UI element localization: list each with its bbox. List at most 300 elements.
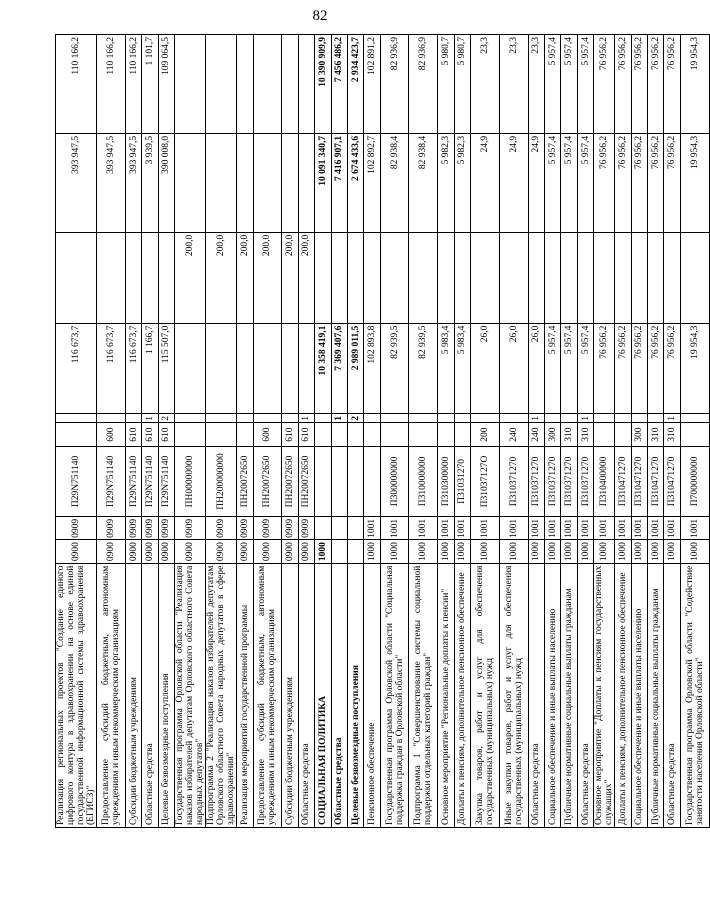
- expense-type-cell: [380, 423, 409, 446]
- amount-3-cell: 393 947,5: [56, 133, 97, 232]
- target-article-cell: [347, 446, 363, 517]
- subsection-code-cell: 0909: [158, 517, 174, 540]
- subsection-code-cell: 0909: [97, 517, 126, 540]
- expense-type-cell: [409, 423, 438, 446]
- amount-4-cell: 76 956,2: [615, 35, 631, 134]
- target-article-cell: П310471270: [664, 446, 680, 517]
- amount-4-cell: [253, 35, 282, 134]
- section-code-cell: 0900: [158, 540, 174, 563]
- target-article-cell: П310371270: [499, 446, 528, 517]
- funding-source-cell: [56, 414, 97, 423]
- subsection-code-cell: 0909: [282, 517, 298, 540]
- amount-2-cell: [331, 232, 347, 323]
- funding-source-cell: 1: [298, 414, 314, 423]
- expense-type-cell: [56, 423, 97, 446]
- amount-3-cell: [175, 133, 206, 232]
- amount-1-cell: 76 956,2: [631, 323, 647, 414]
- expense-type-cell: 600: [97, 423, 126, 446]
- row-name-cell: Областные средства: [298, 563, 314, 827]
- amount-3-cell: 24,9: [471, 133, 500, 232]
- subsection-code-cell: 1001: [615, 517, 631, 540]
- subsection-code-cell: [315, 517, 331, 540]
- expense-type-cell: [364, 423, 380, 446]
- amount-2-cell: [615, 232, 631, 323]
- row-name-cell: Областные средства: [664, 563, 680, 827]
- expense-type-cell: [594, 423, 615, 446]
- funding-source-cell: [648, 414, 664, 423]
- funding-source-cell: [125, 414, 141, 423]
- amount-3-cell: 5 982,3: [454, 133, 470, 232]
- target-article-cell: П29N751140: [56, 446, 97, 517]
- amount-3-cell: 7 416 907,1: [331, 133, 347, 232]
- amount-4-cell: 109 064,5: [158, 35, 174, 134]
- target-article-cell: П310471270: [615, 446, 631, 517]
- funding-source-cell: [438, 414, 454, 423]
- amount-2-cell: [680, 232, 709, 323]
- target-article-cell: ПН20072650: [298, 446, 314, 517]
- amount-1-cell: 7 369 407,6: [331, 323, 347, 414]
- subsection-code-cell: 0909: [175, 517, 206, 540]
- subsection-code-cell: 0909: [237, 517, 253, 540]
- table-row: [158, 35, 174, 828]
- target-article-cell: П700000000: [680, 446, 709, 517]
- table-row: [561, 35, 577, 828]
- section-code-cell: 0900: [206, 540, 237, 563]
- subsection-code-cell: 1001: [499, 517, 528, 540]
- expense-type-cell: [315, 423, 331, 446]
- row-name-cell: Доплаты к пенсиям, дополнительное пенсионное обеспечение: [615, 563, 631, 827]
- amount-3-cell: 102 892,7: [364, 133, 380, 232]
- target-article-cell: ПН200000000: [206, 446, 237, 517]
- amount-4-cell: 23,3: [528, 35, 544, 134]
- section-code-cell: 0900: [56, 540, 97, 563]
- target-article-cell: П29N751140: [142, 446, 158, 517]
- funding-source-cell: [499, 414, 528, 423]
- row-name-cell: Пенсионное обеспечение: [364, 563, 380, 827]
- row-name-cell: Публичные нормативные социальные выплаты гражданам: [561, 563, 577, 827]
- table-row: [347, 35, 363, 828]
- amount-1-cell: 102 893,8: [364, 323, 380, 414]
- section-code-cell: 1000: [648, 540, 664, 563]
- amount-2-cell: 200,0: [237, 232, 253, 323]
- amount-3-cell: 390 008,0: [158, 133, 174, 232]
- funding-source-cell: 1: [577, 414, 593, 423]
- amount-4-cell: 76 956,2: [631, 35, 647, 134]
- target-article-cell: [364, 446, 380, 517]
- amount-3-cell: [206, 133, 237, 232]
- amount-1-cell: 116 673,7: [97, 323, 126, 414]
- amount-4-cell: 23,3: [499, 35, 528, 134]
- funding-source-cell: 1: [331, 414, 347, 423]
- expense-type-cell: 610: [298, 423, 314, 446]
- table-row: [577, 35, 593, 828]
- table-row: [594, 35, 615, 828]
- funding-source-cell: [206, 414, 237, 423]
- amount-1-cell: [253, 323, 282, 414]
- subsection-code-cell: 0909: [142, 517, 158, 540]
- row-name-cell: Реализация региональных проектов "Создание единого цифрового контура в здравоохранении на основе единой государственной информационной системы здравоохранения (ЕГИСЗ)": [56, 563, 97, 827]
- amount-4-cell: 76 956,2: [664, 35, 680, 134]
- table-row: [97, 35, 126, 828]
- target-article-cell: П29N751140: [97, 446, 126, 517]
- subsection-code-cell: 1001: [471, 517, 500, 540]
- budget-table-body: [56, 35, 710, 828]
- amount-1-cell: 76 956,2: [664, 323, 680, 414]
- table-row: [454, 35, 470, 828]
- section-code-cell: 1000: [664, 540, 680, 563]
- target-article-cell: П29N751140: [125, 446, 141, 517]
- amount-3-cell: 82 938,4: [409, 133, 438, 232]
- section-code-cell: 1000: [577, 540, 593, 563]
- table-row: [175, 35, 206, 828]
- row-name-cell: Целевые безвозмездные поступления: [158, 563, 174, 827]
- table-row: [471, 35, 500, 828]
- section-code-cell: 1000: [528, 540, 544, 563]
- section-code-cell: 1000: [680, 540, 709, 563]
- subsection-code-cell: 1001: [545, 517, 561, 540]
- amount-2-cell: 200,0: [282, 232, 298, 323]
- amount-2-cell: [499, 232, 528, 323]
- amount-3-cell: 10 091 340,7: [315, 133, 331, 232]
- table-row: [237, 35, 253, 828]
- amount-4-cell: [206, 35, 237, 134]
- amount-2-cell: [631, 232, 647, 323]
- target-article-cell: ПН20072650: [237, 446, 253, 517]
- amount-2-cell: 200,0: [206, 232, 237, 323]
- row-name-cell: Основное мероприятие "Региональные доплаты к пенсии": [438, 563, 454, 827]
- section-code-cell: 0900: [97, 540, 126, 563]
- row-name-cell: Закупка товаров, работ и услуг для обеспечения государственных (муниципальных) нужд: [471, 563, 500, 827]
- amount-3-cell: 2 674 433,6: [347, 133, 363, 232]
- section-code-cell: [347, 540, 363, 563]
- row-name-cell: Субсидии бюджетным учреждениям: [282, 563, 298, 827]
- amount-1-cell: 116 673,7: [125, 323, 141, 414]
- amount-4-cell: 82 936,9: [380, 35, 409, 134]
- row-name-cell: Областные средства: [142, 563, 158, 827]
- amount-4-cell: [175, 35, 206, 134]
- amount-1-cell: [237, 323, 253, 414]
- target-article-cell: П310371270: [561, 446, 577, 517]
- amount-2-cell: [438, 232, 454, 323]
- subsection-code-cell: 1001: [577, 517, 593, 540]
- table-row: [380, 35, 409, 828]
- table-row: [142, 35, 158, 828]
- subsection-code-cell: 0909: [298, 517, 314, 540]
- amount-3-cell: 76 956,2: [664, 133, 680, 232]
- amount-2-cell: [664, 232, 680, 323]
- subsection-code-cell: [331, 517, 347, 540]
- amount-3-cell: 5 957,4: [561, 133, 577, 232]
- table-row: [664, 35, 680, 828]
- subsection-code-cell: 1001: [648, 517, 664, 540]
- target-article-cell: П31037127О: [471, 446, 500, 517]
- amount-3-cell: 3 939,5: [142, 133, 158, 232]
- row-name-cell: Субсидии бюджетным учреждениям: [125, 563, 141, 827]
- target-article-cell: ПН00000000: [175, 446, 206, 517]
- subsection-code-cell: 0909: [206, 517, 237, 540]
- amount-4-cell: 76 956,2: [648, 35, 664, 134]
- expense-type-cell: 310: [664, 423, 680, 446]
- funding-source-cell: [315, 414, 331, 423]
- table-row: [298, 35, 314, 828]
- amount-2-cell: [315, 232, 331, 323]
- expense-type-cell: 310: [648, 423, 664, 446]
- funding-source-cell: 1: [664, 414, 680, 423]
- funding-source-cell: [680, 414, 709, 423]
- subsection-code-cell: 1001: [594, 517, 615, 540]
- amount-3-cell: [237, 133, 253, 232]
- row-name-cell: Социальное обеспечение и иные выплаты населению: [545, 563, 561, 827]
- amount-2-cell: [528, 232, 544, 323]
- expense-type-cell: [454, 423, 470, 446]
- section-code-cell: 1000: [471, 540, 500, 563]
- section-code-cell: [331, 540, 347, 563]
- amount-4-cell: 1 101,7: [142, 35, 158, 134]
- target-article-cell: ПН20072650: [282, 446, 298, 517]
- row-name-cell: СОЦИАЛЬНАЯ ПОЛИТИКА: [315, 563, 331, 827]
- rotated-budget-table-container: [55, 34, 705, 828]
- table-row: [631, 35, 647, 828]
- amount-4-cell: [298, 35, 314, 134]
- funding-source-cell: 1: [142, 414, 158, 423]
- expense-type-cell: [206, 423, 237, 446]
- amount-1-cell: 5 957,4: [561, 323, 577, 414]
- funding-source-cell: [409, 414, 438, 423]
- expense-type-cell: 610: [142, 423, 158, 446]
- row-name-cell: Социальное обеспечение и иные выплаты населению: [631, 563, 647, 827]
- expense-type-cell: [680, 423, 709, 446]
- table-row: [680, 35, 709, 828]
- row-name-cell: Государственная программа Орловской области "Реализация наказов избирателей депутатам Орловского областного Совета народных депутатов": [175, 563, 206, 827]
- amount-2-cell: [577, 232, 593, 323]
- table-row: [545, 35, 561, 828]
- amount-1-cell: 76 956,2: [615, 323, 631, 414]
- funding-source-cell: [471, 414, 500, 423]
- amount-3-cell: 5 957,4: [577, 133, 593, 232]
- funding-source-cell: [615, 414, 631, 423]
- amount-2-cell: 200,0: [298, 232, 314, 323]
- amount-1-cell: 115 507,0: [158, 323, 174, 414]
- amount-1-cell: 26,0: [528, 323, 544, 414]
- table-row: [315, 35, 331, 828]
- target-article-cell: П310400000: [594, 446, 615, 517]
- section-code-cell: 1000: [315, 540, 331, 563]
- subsection-code-cell: [347, 517, 363, 540]
- funding-source-cell: 2: [158, 414, 174, 423]
- amount-1-cell: 5 983,4: [438, 323, 454, 414]
- amount-1-cell: [206, 323, 237, 414]
- row-name-cell: Публичные нормативные социальные выплаты гражданам: [648, 563, 664, 827]
- amount-4-cell: 5 980,7: [438, 35, 454, 134]
- row-name-cell: Реализация мероприятий государственной программы: [237, 563, 253, 827]
- amount-3-cell: 393 947,5: [125, 133, 141, 232]
- amount-2-cell: [454, 232, 470, 323]
- amount-2-cell: 200,0: [253, 232, 282, 323]
- funding-source-cell: [364, 414, 380, 423]
- subsection-code-cell: 1001: [409, 517, 438, 540]
- subsection-code-cell: 1001: [561, 517, 577, 540]
- subsection-code-cell: 1001: [664, 517, 680, 540]
- amount-2-cell: [142, 232, 158, 323]
- amount-3-cell: [282, 133, 298, 232]
- section-code-cell: 0900: [298, 540, 314, 563]
- section-code-cell: 0900: [125, 540, 141, 563]
- funding-source-cell: 1: [528, 414, 544, 423]
- amount-1-cell: 76 956,2: [648, 323, 664, 414]
- amount-2-cell: [648, 232, 664, 323]
- amount-4-cell: 110 166,2: [56, 35, 97, 134]
- amount-1-cell: 82 939,5: [409, 323, 438, 414]
- table-row: [364, 35, 380, 828]
- amount-3-cell: 5 982,3: [438, 133, 454, 232]
- subsection-code-cell: 1001: [454, 517, 470, 540]
- target-article-cell: П310300000: [438, 446, 454, 517]
- section-code-cell: 1000: [364, 540, 380, 563]
- row-name-cell: Подпрограмма 2 "Реализация наказов избирателей депутатам Орловского областного Совета народных депутатов в сфере здравоохранения": [206, 563, 237, 827]
- amount-4-cell: 10 390 909,9: [315, 35, 331, 134]
- amount-1-cell: 26,0: [499, 323, 528, 414]
- expense-type-cell: 610: [158, 423, 174, 446]
- amount-4-cell: [237, 35, 253, 134]
- amount-2-cell: [158, 232, 174, 323]
- table-row: [253, 35, 282, 828]
- amount-4-cell: 5 957,4: [561, 35, 577, 134]
- amount-3-cell: [298, 133, 314, 232]
- amount-1-cell: 10 358 419,1: [315, 323, 331, 414]
- expense-type-cell: [237, 423, 253, 446]
- amount-2-cell: [471, 232, 500, 323]
- amount-4-cell: [282, 35, 298, 134]
- target-article-cell: [315, 446, 331, 517]
- amount-3-cell: [253, 133, 282, 232]
- expense-type-cell: 610: [125, 423, 141, 446]
- subsection-code-cell: 1001: [680, 517, 709, 540]
- amount-3-cell: 19 954,3: [680, 133, 709, 232]
- row-name-cell: Целевые безвозмездные поступления: [347, 563, 363, 827]
- amount-3-cell: 76 956,2: [648, 133, 664, 232]
- amount-3-cell: 82 938,4: [380, 133, 409, 232]
- section-code-cell: 0900: [175, 540, 206, 563]
- table-row: [409, 35, 438, 828]
- section-code-cell: 1000: [594, 540, 615, 563]
- amount-3-cell: 76 956,2: [631, 133, 647, 232]
- expense-type-cell: 600: [253, 423, 282, 446]
- amount-1-cell: [282, 323, 298, 414]
- amount-1-cell: 26,0: [471, 323, 500, 414]
- amount-2-cell: [97, 232, 126, 323]
- section-code-cell: 1000: [545, 540, 561, 563]
- amount-2-cell: [409, 232, 438, 323]
- amount-4-cell: 110 166,2: [125, 35, 141, 134]
- row-name-cell: Областные средства: [577, 563, 593, 827]
- section-code-cell: 1000: [409, 540, 438, 563]
- target-article-cell: П310371270: [577, 446, 593, 517]
- target-article-cell: П29N751140: [158, 446, 174, 517]
- row-name-cell: Подпрограмма 1 "Совершенствование системы социальной поддержки отдельных категорий граждан": [409, 563, 438, 827]
- amount-1-cell: 5 957,4: [545, 323, 561, 414]
- table-row: [438, 35, 454, 828]
- amount-1-cell: [298, 323, 314, 414]
- funding-source-cell: [175, 414, 206, 423]
- amount-4-cell: 2 934 423,7: [347, 35, 363, 134]
- section-code-cell: 1000: [454, 540, 470, 563]
- section-code-cell: 1000: [438, 540, 454, 563]
- funding-source-cell: [253, 414, 282, 423]
- section-code-cell: 0900: [237, 540, 253, 563]
- amount-4-cell: 102 891,2: [364, 35, 380, 134]
- row-name-cell: Государственная программа Орловской области "Социальная поддержка граждан в Орловской области": [380, 563, 409, 827]
- table-row: [282, 35, 298, 828]
- target-article-cell: П310471270: [648, 446, 664, 517]
- table-row: [528, 35, 544, 828]
- amount-4-cell: 5 957,4: [577, 35, 593, 134]
- subsection-code-cell: 0909: [125, 517, 141, 540]
- expense-type-cell: 240: [499, 423, 528, 446]
- table-row: [648, 35, 664, 828]
- row-name-cell: Областные средства: [331, 563, 347, 827]
- amount-3-cell: 76 956,2: [615, 133, 631, 232]
- row-name-cell: Доплаты к пенсиям, дополнительное пенсионное обеспечение: [454, 563, 470, 827]
- amount-3-cell: 76 956,2: [594, 133, 615, 232]
- subsection-code-cell: 1001: [364, 517, 380, 540]
- table-row: [499, 35, 528, 828]
- amount-1-cell: 2 989 011,5: [347, 323, 363, 414]
- section-code-cell: 1000: [380, 540, 409, 563]
- amount-3-cell: 393 947,5: [97, 133, 126, 232]
- amount-4-cell: 19 954,3: [680, 35, 709, 134]
- amount-1-cell: [175, 323, 206, 414]
- table-row: [56, 35, 97, 828]
- expense-type-cell: [331, 423, 347, 446]
- amount-2-cell: [125, 232, 141, 323]
- row-name-cell: Предоставление субсидий бюджетным, автономным учреждениям и иным некоммерческим организациям: [253, 563, 282, 827]
- amount-1-cell: 1 166,7: [142, 323, 158, 414]
- subsection-code-cell: 0909: [253, 517, 282, 540]
- expense-type-cell: [347, 423, 363, 446]
- target-article-cell: [331, 446, 347, 517]
- amount-2-cell: [364, 232, 380, 323]
- page-number: 82: [312, 8, 328, 24]
- amount-1-cell: 5 957,4: [577, 323, 593, 414]
- funding-source-cell: [561, 414, 577, 423]
- section-code-cell: 0900: [253, 540, 282, 563]
- expense-type-cell: 310: [561, 423, 577, 446]
- section-code-cell: 0900: [282, 540, 298, 563]
- target-article-cell: П300000000: [380, 446, 409, 517]
- expense-type-cell: 610: [282, 423, 298, 446]
- amount-4-cell: 5 957,4: [545, 35, 561, 134]
- funding-source-cell: [97, 414, 126, 423]
- target-article-cell: ПН20072650: [253, 446, 282, 517]
- amount-4-cell: 5 980,7: [454, 35, 470, 134]
- subsection-code-cell: 1001: [631, 517, 647, 540]
- expense-type-cell: 310: [577, 423, 593, 446]
- target-article-cell: П310371270: [545, 446, 561, 517]
- funding-source-cell: [545, 414, 561, 423]
- funding-source-cell: [380, 414, 409, 423]
- subsection-code-cell: 0909: [56, 517, 97, 540]
- funding-source-cell: [237, 414, 253, 423]
- table-row: [125, 35, 141, 828]
- funding-source-cell: [454, 414, 470, 423]
- section-code-cell: 1000: [561, 540, 577, 563]
- amount-4-cell: 7 456 486,2: [331, 35, 347, 134]
- amount-1-cell: 76 956,2: [594, 323, 615, 414]
- funding-source-cell: [594, 414, 615, 423]
- row-name-cell: Основное мероприятие "Доплаты к пенсиям государственных служащих": [594, 563, 615, 827]
- amount-1-cell: 116 673,7: [56, 323, 97, 414]
- amount-2-cell: [545, 232, 561, 323]
